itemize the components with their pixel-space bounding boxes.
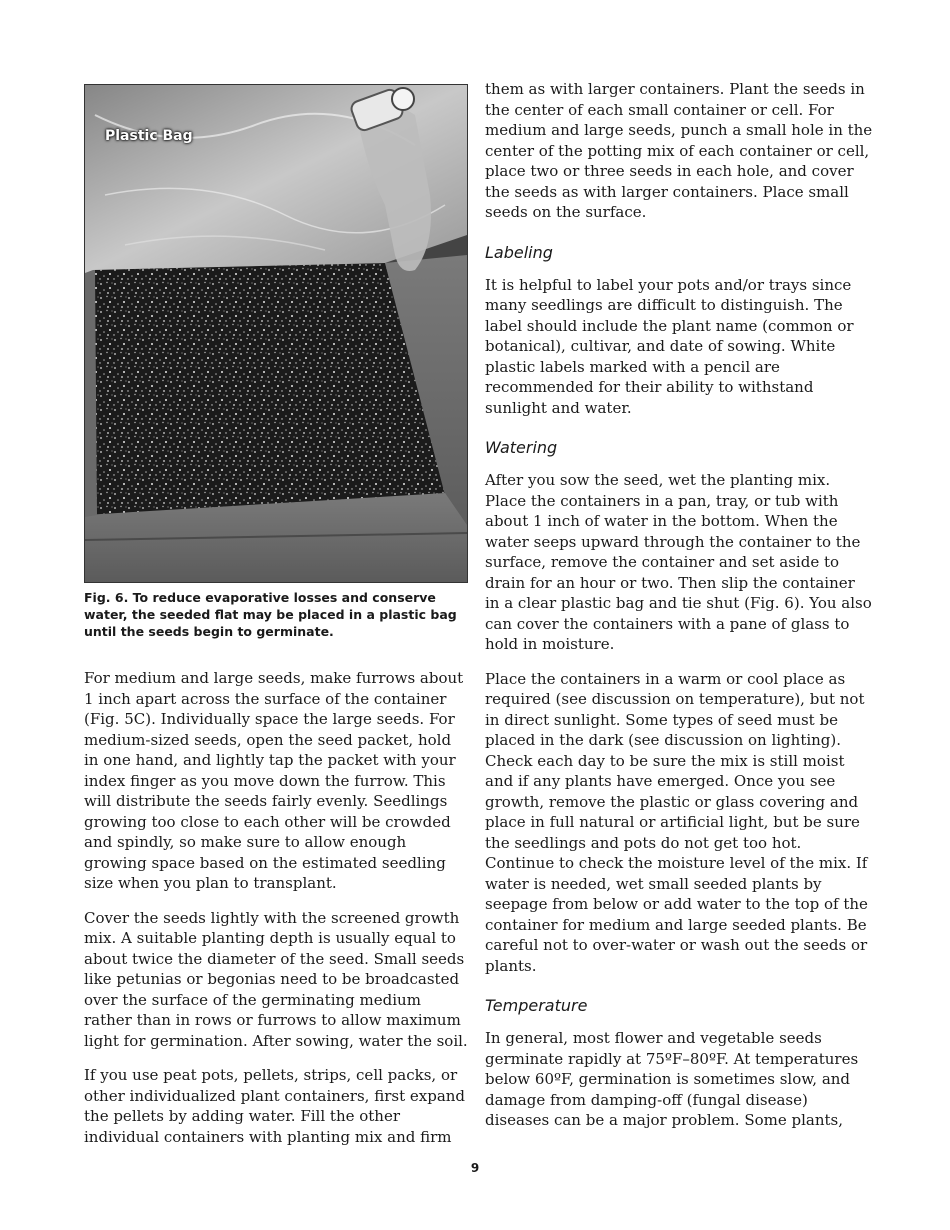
seed-flat-photo <box>85 85 467 582</box>
section-heading-labeling: Labeling <box>485 242 553 262</box>
section-heading-watering: Watering <box>485 438 558 457</box>
section-heading-temperature: Temperature <box>485 996 588 1015</box>
paragraph: them as with larger containers. Plant the seeds in the center of each small container or cell. For medium and large seeds, punch a small hole in the center of the potting mix of each container or cell, place two or three seeds in each hole, and cover the seeds as with larger containers. Place small seeds on the surface. <box>485 80 873 221</box>
paragraph: After you sow the seed, wet the planting mix. Place the containers in a pan, tray, or tub with about 1 inch of water in the bottom. When the water seeps upward through the container to the surface, remove the container and set aside to drain for an hour or two. Then slip the container in a clear plastic bag and tie shut (Fig. 6). You also can cover the containers with a pane of glass to hold in moisture. <box>485 471 872 653</box>
paragraph: Cover the seeds lightly with the screened growth mix. A suitable planting depth is usually equal to about twice the diameter of the seed. Small seeds like petunias or begonias need to be broadcasted over the surface of the germinating medium rather than in rows or furrows to allow maximum light for germination. After sowing, water the soil. <box>84 908 468 1050</box>
paragraph: It is helpful to label your pots and/or trays since many seedlings are difficult to distinguish. The label should include the plant name (common or botanical), cultivar, and date of sowing. White plastic labels marked with a pencil are recommended for their ability to withstand sunlight and water. <box>485 275 854 417</box>
paragraph: In general, most flower and vegetable seeds germinate rapidly at 75ºF–80ºF. At temperatures below 60ºF, germination is sometimes slow, and damage from damping-off (fungal disease) diseases can be a major problem. Some plants, <box>485 1029 859 1129</box>
figure-label: Plastic Bag <box>105 128 193 144</box>
page-number: 9 <box>470 1161 480 1175</box>
paragraph: If you use peat pots, pellets, strips, cell packs, or other individualized plant containers, first expand the pellets by adding water. Fill the other individual containers with planting mix and firm <box>84 1066 466 1146</box>
figure-photo <box>84 84 468 583</box>
right-column <box>485 79 875 1145</box>
paragraph: For medium and large seeds, make furrows about 1 inch apart across the surface of the container (Fig. 5C). Individually space the large seeds. For medium-sized seeds, open the seed packet, hold in one hand, and lightly tap the packet with your index finger as you move down the furrow. This will distribute the seeds fairly evenly. Seedlings growing too close to each other will be crowded and spindly, so make sure to allow enough growing space based on the estimated seedling size when you plan to transplant. <box>84 669 464 892</box>
paragraph: Place the containers in a warm or cool place as required (see discussion on temperature), but not in direct sunlight. Some types of seed must be placed in the dark (see discussion on lighting). Check each day to be sure the mix is still moist and if any plants have emerged. Once you see growth, remove the plastic or glass covering and place in full natural or artificial light, but be sure the seedlings and pots do not get too hot. Continue to check the moisture level of the mix. If water is needed, wet small seeded plants by seepage from below or add water to the top of the container for medium and large seeded plants. Be careful not to over-water or wash out the seeds or plants. <box>485 669 868 975</box>
figure-caption: Fig. 6. To reduce evaporative losses and conserve water, the seeded flat may be placed in a plastic bag until the seeds begin to germinate. <box>84 590 457 639</box>
left-column <box>84 84 468 1161</box>
